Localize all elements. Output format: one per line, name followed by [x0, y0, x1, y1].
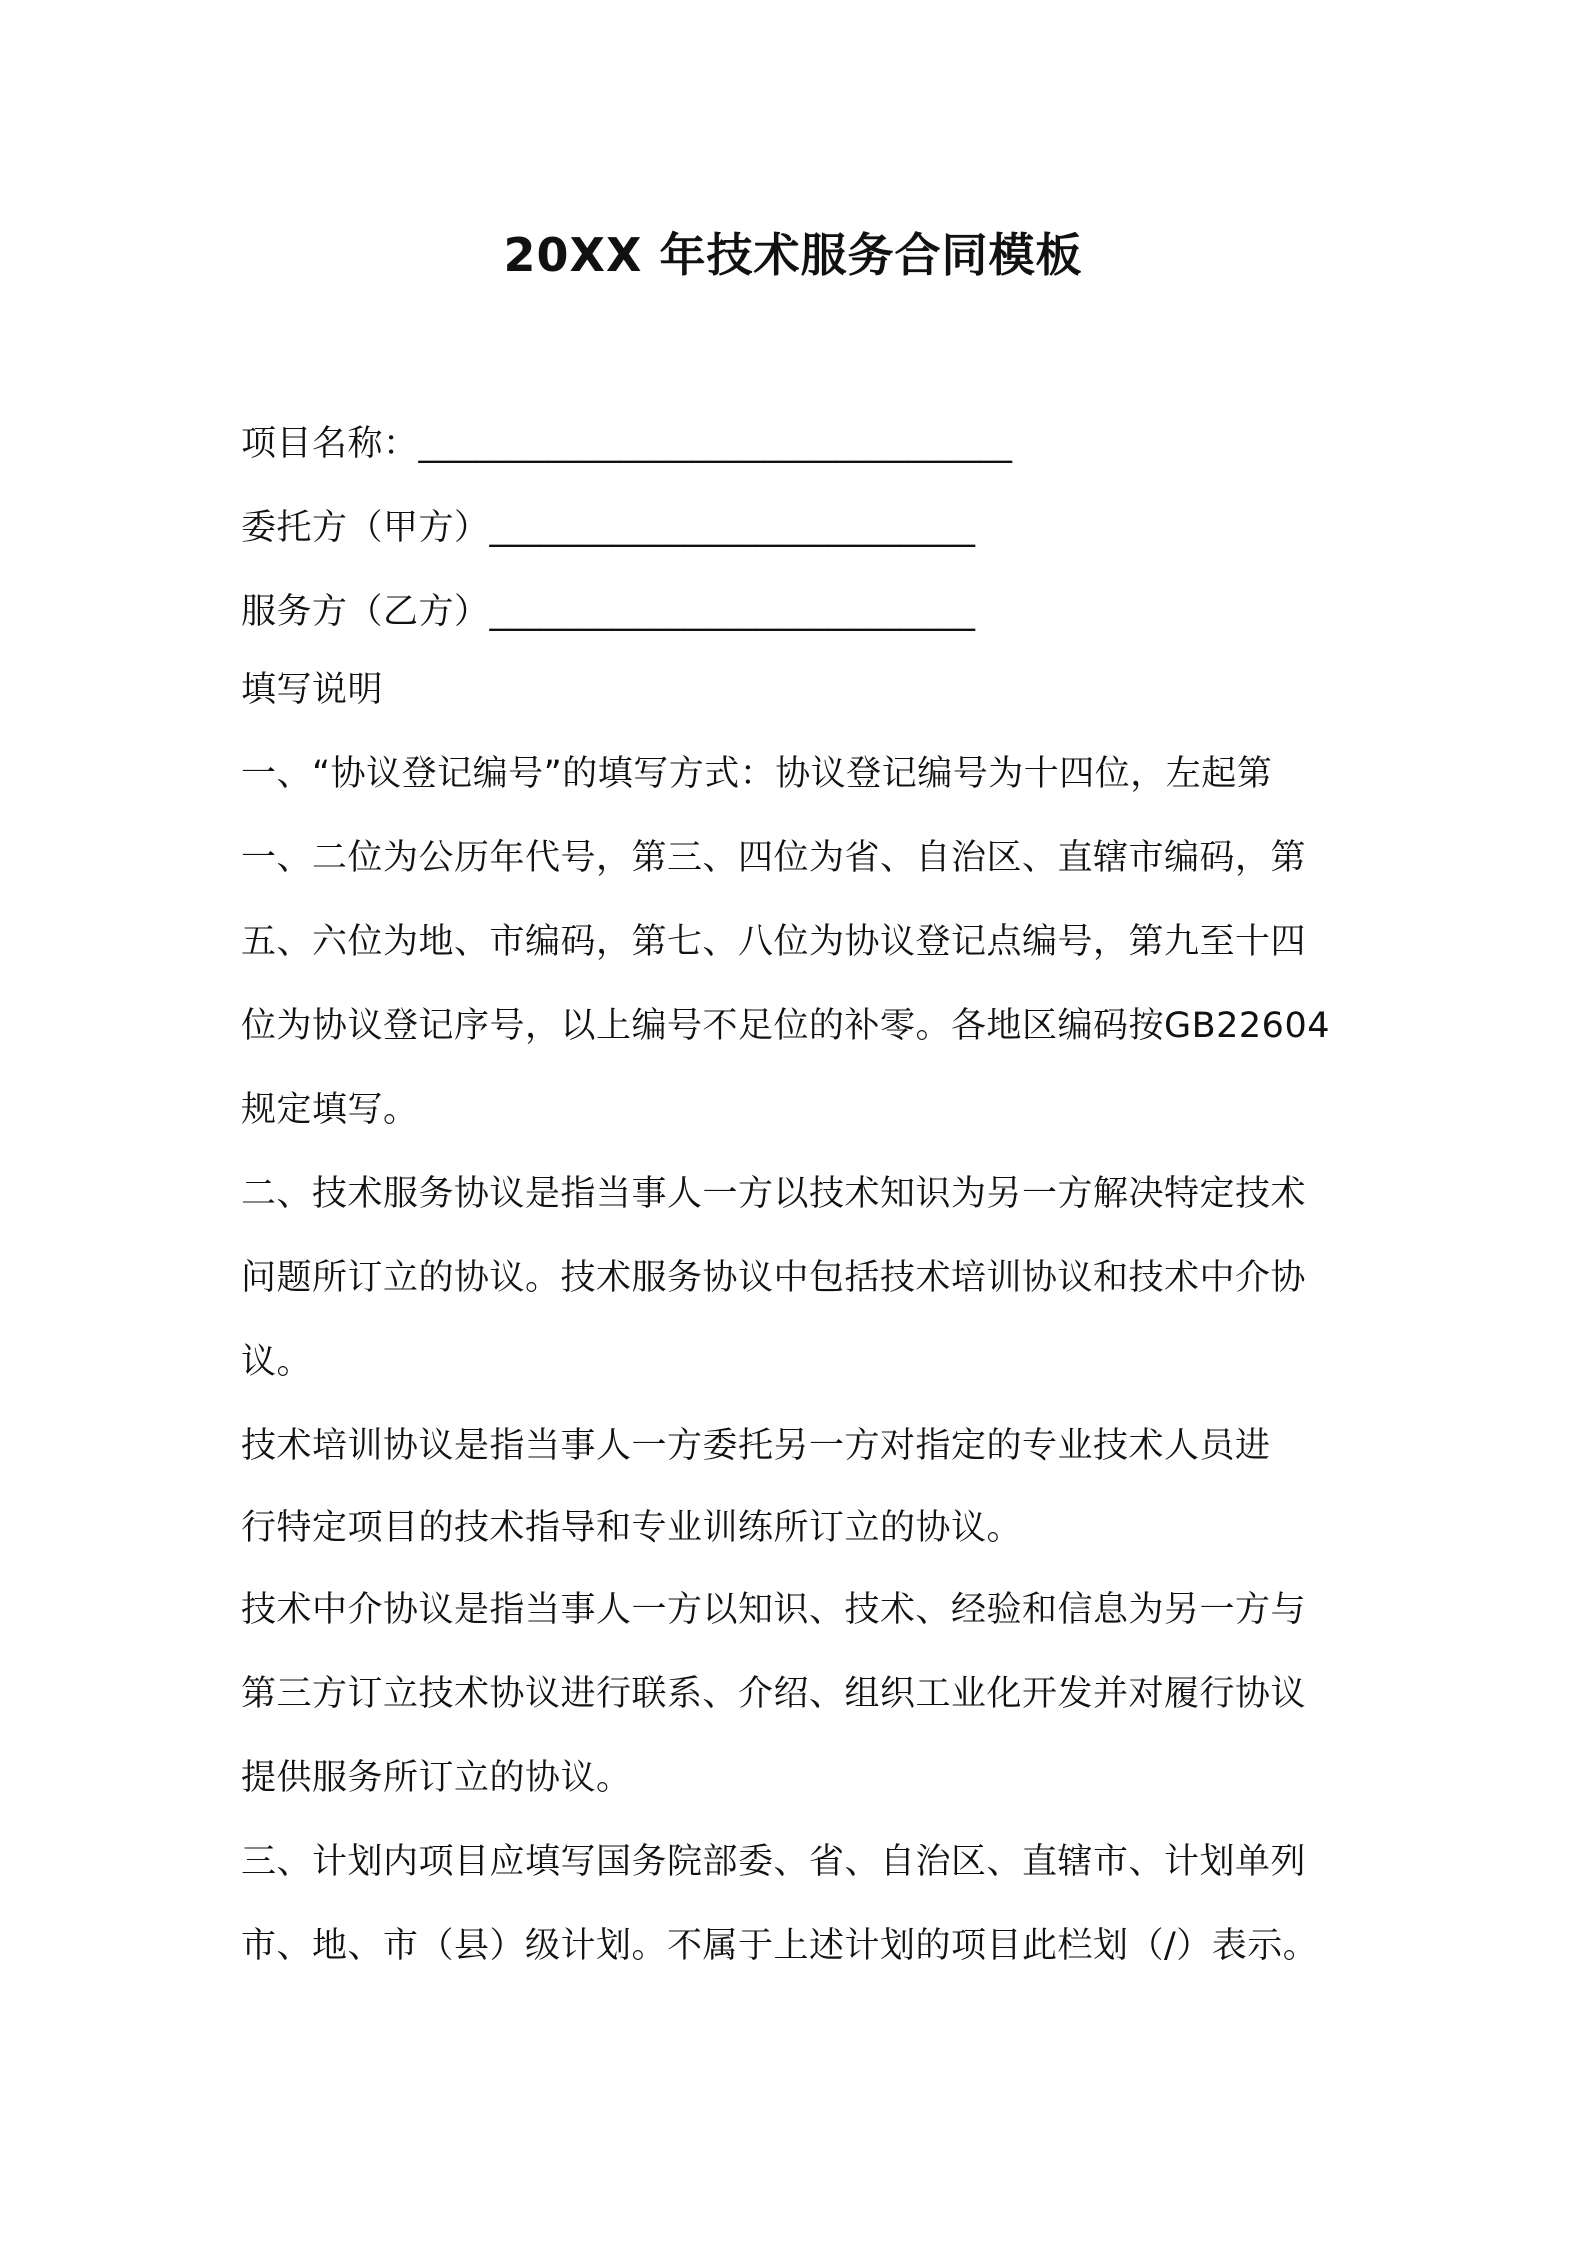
paragraph-line: 市、地、市（县）级计划。不属于上述计划的项目此栏划（/）表示。 [241, 1926, 1319, 1966]
paragraph-line: 规定填写。 [241, 1090, 419, 1130]
field-client-party-a [241, 486, 1361, 570]
paragraph-line: 一、二位为公历年代号，第三、四位为省、自治区、直辖市编码，第 [241, 838, 1307, 878]
field-blank: _________________________________ [418, 424, 1013, 464]
paragraph-line: 五、六位为地、市编码，第七、八位为协议登记点编号，第九至十四 [241, 922, 1307, 962]
field-label: 服务方（乙方） [241, 592, 490, 632]
paragraph-line: 三、计划内项目应填写国务院部委、省、自治区、直辖市、计划单列 [241, 1842, 1307, 1882]
paragraph-line: 技术中介协议是指当事人一方以知识、技术、经验和信息为另一方与 [241, 1590, 1307, 1630]
field-label: 项目名称： [241, 424, 419, 464]
paragraph-line: 一、“协议登记编号”的填写方式：协议登记编号为十四位，左起第 [241, 754, 1273, 794]
field-blank: ___________________________ [489, 508, 976, 548]
paragraph-line: 议。 [241, 1342, 313, 1382]
field-provider-party-b [241, 570, 1361, 654]
paragraph-line: 位为协议登记序号，以上编号不足位的补零。各地区编码按GB22604 [241, 1006, 1330, 1046]
field-project-name [241, 402, 1361, 486]
field-blank: ___________________________ [489, 592, 976, 632]
paragraph-line: 技术培训协议是指当事人一方委托另一方对指定的专业技术人员进 [241, 1426, 1271, 1466]
field-label: 委托方（甲方） [241, 508, 490, 548]
paragraph-line: 问题所订立的协议。技术服务协议中包括技术培训协议和技术中介协 [241, 1258, 1307, 1298]
paragraph-line: 第三方订立技术协议进行联系、介绍、组织工业化开发并对履行协议 [241, 1674, 1307, 1714]
paragraph-line: 二、技术服务协议是指当事人一方以技术知识为另一方解决特定技术 [241, 1174, 1307, 1214]
paragraph-line: 提供服务所订立的协议。 [241, 1758, 632, 1798]
paragraph-line: 行特定项目的技术指导和专业训练所订立的协议。 [241, 1508, 1023, 1548]
document-title: 20XX 年技术服务合同模板 [503, 228, 1083, 282]
section-heading: 填写说明 [241, 670, 384, 710]
